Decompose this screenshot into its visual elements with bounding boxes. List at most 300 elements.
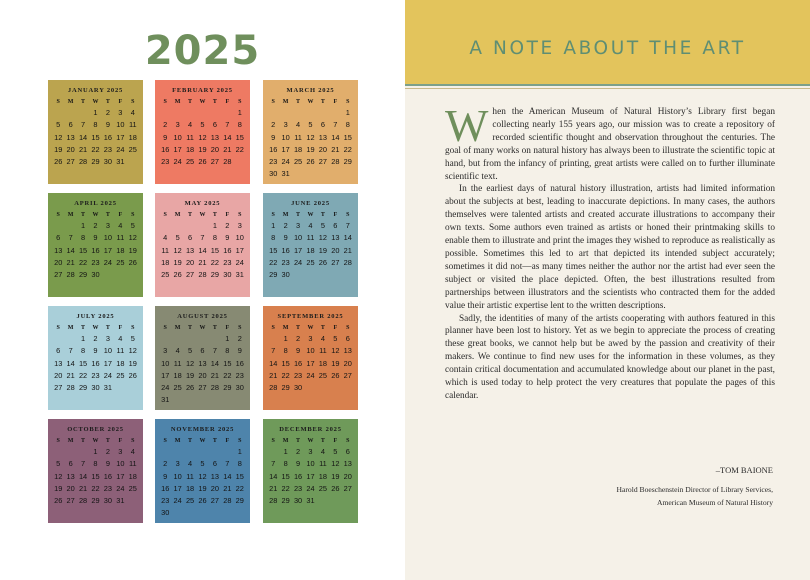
month-title: JUNE 2025	[291, 200, 330, 207]
empty-day	[196, 446, 208, 458]
day-cell: 1	[93, 447, 98, 456]
day-cell: 22	[78, 257, 88, 267]
day-cell: 9	[93, 233, 98, 243]
day-cell: 13	[185, 245, 195, 255]
day-cell: 17	[173, 483, 182, 493]
day-cell: 3	[175, 459, 180, 469]
day-cell: 21	[78, 483, 88, 493]
day-cell: 2	[271, 120, 276, 130]
day-cell: 11	[128, 459, 137, 469]
empty-day	[267, 107, 279, 119]
day-cell: 9	[93, 346, 98, 356]
day-cell: 15	[269, 245, 278, 255]
day-cell: 13	[343, 459, 352, 469]
day-cell: 8	[225, 346, 230, 356]
weekday-label: T	[105, 325, 110, 331]
weekday-label: F	[225, 438, 230, 444]
day-cell: 26	[318, 257, 328, 267]
month-title: DECEMBER 2025	[279, 426, 342, 433]
day-cell: 4	[320, 447, 325, 456]
day-cell: 30	[293, 383, 303, 393]
day-cell: 1	[283, 334, 288, 343]
day-cell: 5	[200, 120, 205, 130]
day-cell: 24	[161, 383, 170, 393]
day-cell: 24	[116, 144, 125, 154]
day-cell: 8	[283, 459, 288, 469]
day-cell: 5	[200, 459, 205, 469]
day-cell: 20	[210, 144, 220, 154]
day-cell: 6	[188, 233, 193, 243]
day-cell: 27	[343, 483, 352, 493]
day-cell: 8	[93, 120, 98, 130]
day-cell: 28	[269, 383, 278, 393]
day-cell: 25	[128, 144, 137, 154]
day-cell: 2	[163, 459, 168, 469]
day-cell: 5	[333, 334, 338, 343]
day-cell: 2	[225, 221, 230, 230]
weekday-label: T	[212, 99, 217, 105]
day-cell: 10	[103, 346, 113, 356]
day-cell: 27	[210, 496, 220, 506]
day-cell: 23	[269, 157, 278, 167]
day-cell: 4	[118, 221, 123, 230]
day-cell: 2	[237, 334, 242, 343]
day-cell: 12	[198, 471, 207, 481]
weekday-label: S	[163, 212, 167, 218]
day-cell: 13	[54, 245, 63, 255]
day-cell: 14	[78, 471, 88, 481]
empty-day	[209, 446, 221, 458]
day-cell: 7	[271, 346, 276, 356]
weekday-label: T	[320, 212, 325, 218]
day-cell: 16	[103, 132, 113, 142]
day-cell: 3	[163, 346, 168, 356]
day-cell: 11	[161, 245, 170, 255]
weekday-label: M	[282, 438, 289, 444]
empty-day	[171, 333, 183, 345]
day-cell: 29	[343, 157, 352, 167]
day-cell: 7	[200, 233, 205, 243]
weekday-label: T	[188, 99, 193, 105]
day-cell: 9	[283, 233, 288, 243]
day-cell: 27	[318, 157, 328, 167]
day-cell: 26	[331, 483, 340, 493]
day-cell: 23	[161, 496, 170, 506]
day-cell: 12	[331, 459, 340, 469]
month-may	[155, 193, 250, 297]
day-cell: 13	[66, 471, 75, 481]
day-cell: 25	[185, 496, 195, 506]
day-cell: 28	[331, 157, 340, 167]
day-cell: 26	[128, 370, 137, 380]
day-cell: 9	[271, 132, 276, 142]
month-days	[52, 210, 139, 281]
weekday-label: S	[346, 99, 350, 105]
day-cell: 18	[173, 370, 182, 380]
weekday-label: F	[333, 99, 338, 105]
day-cell: 22	[343, 144, 352, 154]
day-cell: 4	[188, 120, 193, 130]
day-cell: 22	[269, 257, 278, 267]
day-cell: 29	[91, 496, 100, 506]
day-cell: 21	[223, 483, 232, 493]
month-title: FEBRUARY 2025	[172, 87, 233, 94]
day-cell: 3	[283, 120, 288, 130]
day-cell: 30	[281, 270, 290, 280]
day-cell: 3	[118, 108, 123, 117]
day-cell: 16	[269, 144, 278, 154]
day-cell: 10	[293, 233, 303, 243]
weekday-label: W	[92, 99, 99, 105]
month-days	[159, 97, 246, 168]
day-cell: 30	[161, 508, 170, 518]
weekday-label: W	[92, 325, 99, 331]
day-cell: 19	[128, 358, 137, 368]
day-cell: 29	[281, 496, 290, 506]
day-cell: 5	[56, 120, 61, 130]
day-cell: 23	[235, 370, 244, 380]
day-cell: 25	[293, 157, 303, 167]
empty-day	[64, 446, 76, 458]
day-cell: 22	[91, 483, 100, 493]
day-cell: 21	[66, 257, 75, 267]
day-cell: 20	[343, 358, 352, 368]
day-cell: 30	[91, 383, 100, 393]
day-cell: 11	[319, 346, 327, 356]
weekday-label: W	[199, 99, 206, 105]
day-cell: 5	[320, 221, 325, 230]
day-cell: 20	[66, 483, 75, 493]
day-cell: 20	[210, 483, 220, 493]
weekday-label: W	[307, 438, 314, 444]
day-cell: 8	[237, 459, 242, 469]
day-cell: 26	[198, 157, 207, 167]
day-cell: 14	[223, 471, 232, 481]
empty-day	[329, 107, 341, 119]
day-cell: 28	[198, 270, 207, 280]
weekday-label: W	[307, 99, 314, 105]
day-cell: 15	[91, 471, 100, 481]
day-cell: 25	[161, 270, 170, 280]
empty-day	[209, 333, 221, 345]
empty-day	[52, 333, 64, 345]
day-cell: 21	[210, 370, 220, 380]
band-rule-thin	[405, 88, 810, 89]
empty-day	[184, 220, 196, 232]
empty-day	[221, 446, 233, 458]
day-cell: 12	[54, 471, 63, 481]
day-cell: 29	[78, 270, 88, 280]
day-cell: 12	[306, 132, 315, 142]
day-cell: 20	[318, 144, 328, 154]
day-cell: 13	[54, 358, 63, 368]
note-title: A NOTE ABOUT THE ART	[469, 38, 746, 59]
weekday-label: T	[105, 438, 110, 444]
empty-day	[267, 446, 279, 458]
day-cell: 6	[345, 334, 350, 343]
day-cell: 15	[78, 358, 88, 368]
month-days	[52, 323, 139, 394]
day-cell: 30	[293, 496, 303, 506]
weekday-label: S	[56, 438, 60, 444]
day-cell: 7	[68, 346, 73, 356]
day-cell: 6	[56, 233, 61, 243]
month-days	[267, 97, 354, 181]
weekday-label: S	[271, 325, 275, 331]
day-cell: 7	[333, 120, 338, 130]
day-cell: 28	[66, 270, 75, 280]
day-cell: 7	[225, 120, 230, 130]
weekday-label: M	[174, 99, 181, 105]
paragraph-1	[445, 100, 775, 183]
day-cell: 14	[269, 358, 278, 368]
day-cell: 17	[103, 245, 113, 255]
weekday-label: S	[56, 212, 60, 218]
day-cell: 5	[175, 233, 180, 243]
day-cell: 1	[81, 334, 86, 343]
month-september	[263, 306, 358, 410]
day-cell: 21	[269, 370, 278, 380]
empty-day	[52, 107, 64, 119]
day-cell: 29	[235, 496, 244, 506]
day-cell: 12	[185, 358, 195, 368]
weekday-label: S	[238, 212, 242, 218]
day-cell: 4	[163, 233, 168, 243]
weekday-label: F	[333, 325, 338, 331]
day-cell: 19	[198, 144, 207, 154]
day-cell: 20	[343, 471, 352, 481]
day-cell: 21	[198, 257, 207, 267]
weekday-label: S	[238, 325, 242, 331]
weekday-label: W	[307, 212, 314, 218]
day-cell: 24	[103, 257, 113, 267]
day-cell: 14	[66, 358, 75, 368]
day-cell: 2	[93, 334, 98, 343]
empty-day	[64, 107, 76, 119]
day-cell: 23	[91, 370, 100, 380]
day-cell: 2	[283, 221, 288, 230]
weekday-label: S	[131, 212, 135, 218]
day-cell: 14	[66, 245, 75, 255]
weekday-label: T	[188, 212, 193, 218]
month-days	[52, 436, 139, 507]
month-days	[159, 436, 246, 520]
day-cell: 15	[78, 245, 88, 255]
day-cell: 1	[225, 334, 230, 343]
day-cell: 16	[235, 358, 244, 368]
empty-day	[267, 333, 279, 345]
day-cell: 14	[331, 132, 340, 142]
weekday-label: S	[238, 99, 242, 105]
year-title: 2025	[144, 28, 261, 74]
day-cell: 1	[237, 447, 242, 456]
empty-day	[304, 107, 316, 119]
weekday-label: S	[271, 438, 275, 444]
day-cell: 5	[130, 334, 135, 343]
month-title: MAY 2025	[184, 200, 221, 207]
day-cell: 11	[319, 459, 327, 469]
day-cell: 3	[308, 447, 313, 456]
month-title: JULY 2025	[76, 313, 115, 320]
weekday-label: S	[131, 438, 135, 444]
day-cell: 30	[235, 383, 244, 393]
weekday-label: T	[188, 438, 193, 444]
weekday-label: S	[346, 212, 350, 218]
drop-cap: W	[445, 100, 489, 151]
weekday-label: F	[333, 438, 338, 444]
day-cell: 7	[81, 459, 86, 469]
month-january	[48, 80, 143, 184]
day-cell: 22	[91, 144, 100, 154]
day-cell: 15	[210, 245, 220, 255]
day-cell: 31	[235, 270, 244, 280]
day-cell: 5	[188, 346, 193, 356]
empty-day	[171, 107, 183, 119]
day-cell: 17	[116, 471, 125, 481]
day-cell: 5	[308, 120, 313, 130]
day-cell: 25	[318, 370, 328, 380]
day-cell: 14	[269, 471, 278, 481]
month-february	[155, 80, 250, 184]
day-cell: 3	[175, 120, 180, 130]
weekday-label: M	[67, 438, 74, 444]
day-cell: 13	[331, 233, 340, 243]
day-cell: 27	[66, 496, 75, 506]
weekday-label: S	[271, 212, 275, 218]
weekday-label: T	[320, 99, 325, 105]
day-cell: 15	[343, 132, 352, 142]
month-july	[48, 306, 143, 410]
day-cell: 8	[212, 233, 217, 243]
day-cell: 19	[128, 245, 137, 255]
day-cell: 17	[293, 245, 303, 255]
day-cell: 10	[281, 132, 290, 142]
day-cell: 19	[306, 144, 315, 154]
day-cell: 27	[54, 270, 63, 280]
day-cell: 24	[281, 157, 290, 167]
day-cell: 26	[128, 257, 137, 267]
day-cell: 6	[212, 120, 217, 130]
day-cell: 19	[185, 370, 195, 380]
weekday-label: S	[271, 99, 275, 105]
day-cell: 24	[173, 496, 182, 506]
day-cell: 16	[91, 245, 100, 255]
day-cell: 26	[331, 370, 340, 380]
day-cell: 1	[93, 108, 98, 117]
day-cell: 28	[343, 257, 352, 267]
weekday-label: T	[105, 99, 110, 105]
day-cell: 6	[333, 221, 338, 230]
day-cell: 3	[118, 447, 123, 456]
month-title: NOVEMBER 2025	[170, 426, 235, 433]
day-cell: 8	[81, 233, 86, 243]
day-cell: 18	[128, 471, 137, 481]
weekday-label: W	[92, 212, 99, 218]
day-cell: 18	[128, 132, 137, 142]
month-april	[48, 193, 143, 297]
day-cell: 12	[198, 132, 207, 142]
empty-day	[64, 220, 76, 232]
day-cell: 9	[105, 120, 110, 130]
day-cell: 6	[200, 346, 205, 356]
day-cell: 12	[128, 346, 137, 356]
day-cell: 17	[306, 358, 315, 368]
day-cell: 20	[66, 144, 75, 154]
day-cell: 10	[116, 459, 125, 469]
day-cell: 26	[54, 496, 63, 506]
day-cell: 16	[293, 358, 303, 368]
day-cell: 23	[103, 483, 113, 493]
empty-day	[159, 220, 171, 232]
day-cell: 29	[269, 270, 278, 280]
day-cell: 28	[223, 157, 232, 167]
month-title: JANUARY 2025	[67, 87, 124, 94]
weekday-label: W	[199, 212, 206, 218]
day-cell: 19	[318, 245, 328, 255]
day-cell: 23	[91, 257, 100, 267]
month-days	[159, 210, 246, 281]
empty-day	[184, 107, 196, 119]
weekday-label: M	[174, 438, 181, 444]
day-cell: 5	[333, 447, 338, 456]
day-cell: 10	[306, 346, 315, 356]
weekday-label: T	[105, 212, 110, 218]
day-cell: 15	[281, 471, 290, 481]
day-cell: 25	[185, 157, 195, 167]
day-cell: 13	[210, 132, 220, 142]
month-august	[155, 306, 250, 410]
day-cell: 6	[212, 459, 217, 469]
weekday-label: S	[163, 99, 167, 105]
day-cell: 3	[105, 334, 110, 343]
empty-day	[209, 107, 221, 119]
day-cell: 18	[116, 358, 125, 368]
day-cell: 11	[306, 233, 315, 243]
day-cell: 31	[161, 395, 170, 405]
day-cell: 22	[210, 257, 220, 267]
empty-day	[184, 446, 196, 458]
day-cell: 15	[235, 471, 244, 481]
weekday-label: M	[174, 212, 181, 218]
day-cell: 29	[210, 270, 220, 280]
month-december	[263, 419, 358, 523]
day-cell: 4	[296, 120, 301, 130]
month-title: APRIL 2025	[74, 200, 117, 207]
day-cell: 25	[173, 383, 182, 393]
day-cell: 16	[161, 483, 170, 493]
month-june	[263, 193, 358, 297]
day-cell: 24	[235, 257, 244, 267]
day-cell: 16	[161, 144, 170, 154]
day-cell: 17	[281, 144, 290, 154]
signature-org: American Museum of Natural History	[657, 498, 773, 507]
weekday-label: S	[163, 325, 167, 331]
day-cell: 10	[116, 120, 125, 130]
day-cell: 1	[345, 108, 350, 117]
day-cell: 14	[223, 132, 232, 142]
day-cell: 30	[103, 496, 113, 506]
day-cell: 19	[54, 144, 63, 154]
day-cell: 19	[198, 483, 207, 493]
day-cell: 28	[78, 157, 88, 167]
day-cell: 6	[320, 120, 325, 130]
day-cell: 1	[212, 221, 217, 230]
day-cell: 19	[331, 471, 340, 481]
day-cell: 2	[296, 447, 301, 456]
day-cell: 15	[281, 358, 290, 368]
day-cell: 17	[116, 132, 125, 142]
empty-day	[292, 107, 304, 119]
